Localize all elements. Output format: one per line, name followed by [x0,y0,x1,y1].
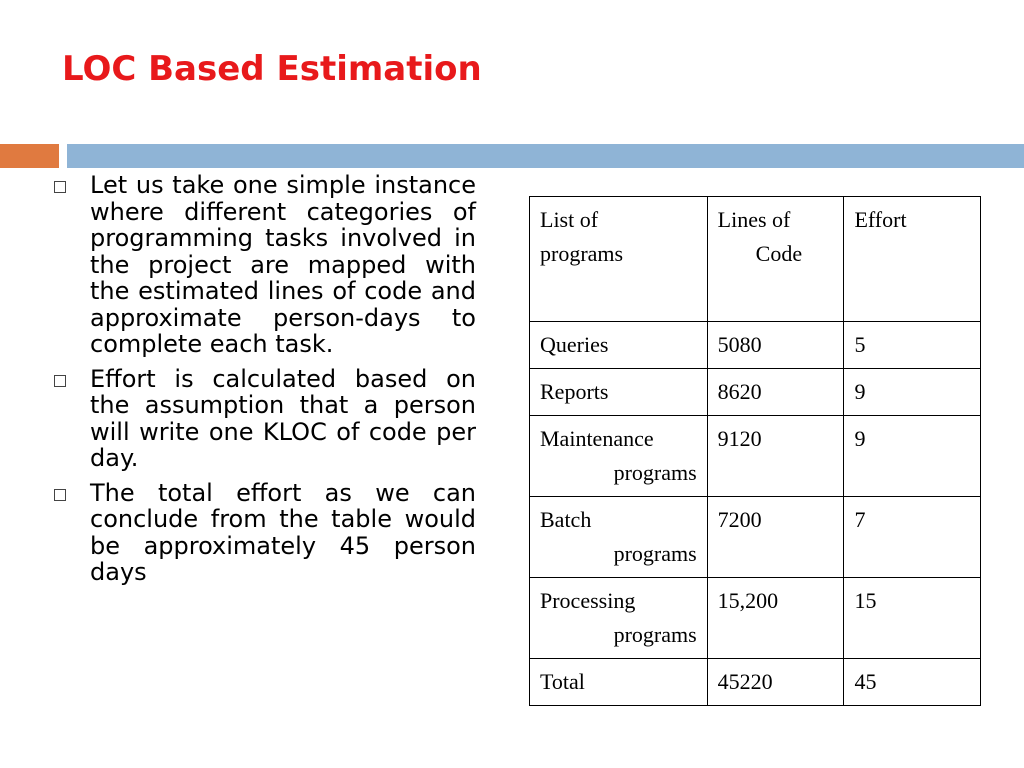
header-programs-line1: List of [540,207,599,232]
slide-title: LOC Based Estimation [62,49,482,89]
cell-program [530,497,708,578]
cell-program: Queries [530,322,708,369]
bullet-text: Let us take one simple instance where different categories of programming tasks involved in the project are mapped with the estimated lines of code and approximate person-days to complete each task. [90,171,476,358]
cell-program-line1: Processing [540,588,636,613]
bullet-item [52,366,476,472]
header-cell-programs [530,197,708,322]
table-row [530,497,981,578]
bullet-item [52,480,476,586]
cell-program [530,416,708,497]
bullet-item [52,172,476,358]
cell-program: Reports [530,369,708,416]
bullet-list [52,172,476,594]
cell-loc: 5080 [707,322,844,369]
cell-effort: 15 [844,578,981,659]
cell-program-line2: programs [613,622,697,647]
square-bullet-icon [54,489,66,501]
bullet-text: Effort is calculated based on the assumption that a person will write one KLOC of code per day. [90,364,476,472]
table-header-row [530,197,981,322]
table-row [530,416,981,497]
table-row-total [530,659,981,706]
header-loc-line2: Code [755,241,803,266]
cell-effort: 5 [844,322,981,369]
cell-program: Total [530,659,708,706]
table-row [530,322,981,369]
cell-loc: 7200 [707,497,844,578]
square-bullet-icon [54,375,66,387]
cell-effort: 9 [844,369,981,416]
bullet-text: The total effort as we can conclude from the table would be approximately 45 person days [90,478,476,586]
cell-program-line2: programs [613,541,697,566]
header-cell-effort: Effort [844,197,981,322]
cell-program [530,578,708,659]
cell-loc: 8620 [707,369,844,416]
accent-band-blue [67,144,1024,168]
cell-program-line1: Batch [540,507,592,532]
loc-estimation-table [529,196,981,706]
cell-program-line2: programs [613,460,697,485]
table-row [530,578,981,659]
cell-loc: 15,200 [707,578,844,659]
cell-effort: 9 [844,416,981,497]
table-row [530,369,981,416]
cell-effort: 45 [844,659,981,706]
square-bullet-icon [54,181,66,193]
cell-effort: 7 [844,497,981,578]
header-programs-line2: programs [540,241,624,266]
cell-loc: 45220 [707,659,844,706]
header-loc-line1: Lines of [717,207,791,232]
cell-loc: 9120 [707,416,844,497]
accent-band-orange [0,144,59,168]
header-cell-loc [707,197,844,322]
cell-program-line1: Maintenance [540,426,654,451]
